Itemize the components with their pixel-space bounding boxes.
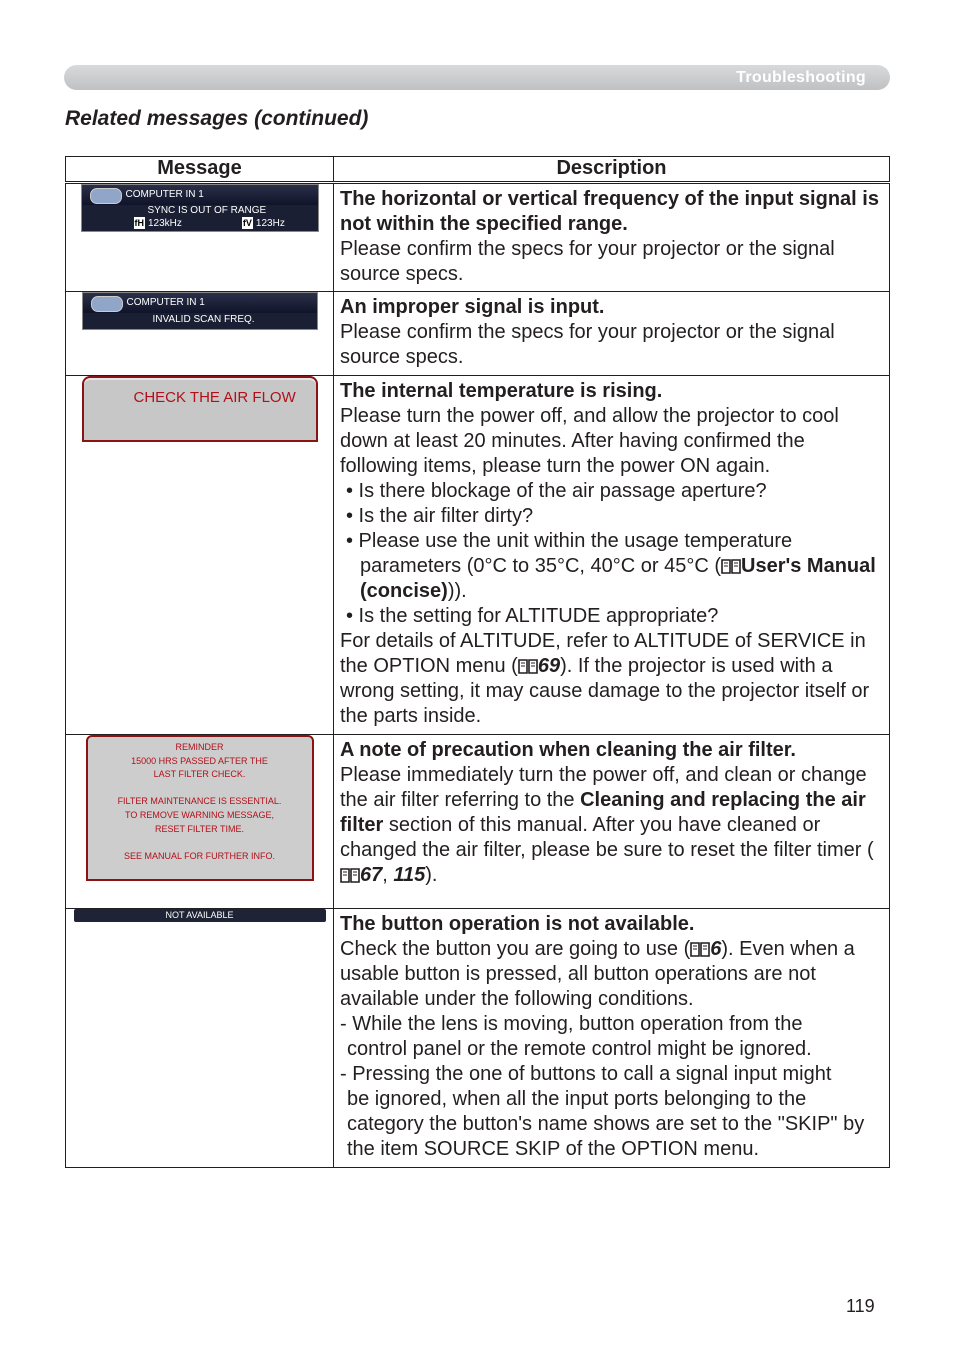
page-reference: 6 [710,938,722,960]
check-air-flow-screen [82,376,318,442]
table-row [66,735,890,909]
screen-line: SEE MANUAL FOR FURTHER INFO. [123,850,275,861]
message-cell [66,909,334,1168]
message-cell [66,292,334,376]
screen-message: SYNC IS OUT OF RANGE [147,205,267,216]
text-part: Check the button you are going to use ( [340,938,691,960]
page-reference: 69 [537,655,561,677]
description-cell [334,183,890,292]
description-title: A note of precaution when cleaning the air filter. [340,739,796,761]
input-icon [91,296,123,312]
dash-item-continued: be ignored, when all the input ports belonging to the category the button's name shows are set to the "SKIP" by the item SOURCE SKIP of the OPTION menu. [347,1088,865,1160]
message-cell [66,735,334,909]
book-icon [518,658,538,674]
book-icon [340,867,360,883]
description-text: Please confirm the specs for your projector or the signal source specs. [340,238,835,285]
dash-item: - While the lens is moving, button operation from the [340,1013,803,1035]
tail-text: ). If the projector is used with a wrong setting, it may cause damage to the projector itself or the parts inside. [340,655,870,727]
description-title: An improper signal is input. [340,296,605,318]
table-header-row [66,157,890,183]
dash-item-continued: control panel or the remote control might be ignored. [347,1038,812,1060]
description-cell [334,735,890,909]
description-cell [334,909,890,1168]
screen-input-name: COMPUTER IN 1 [125,189,204,200]
message-cell [66,183,334,292]
input-icon [90,188,122,204]
message-cell [66,376,334,735]
section-reference: Cleaning and replacing the air filter [340,789,866,836]
book-icon [690,941,710,957]
tail-text: For details of ALTITUDE, refer to ALTITUDE of SERVICE in the OPTION menu ( [340,630,866,677]
screen-line: RESET FILTER TIME. [154,823,244,834]
description-text [340,937,883,1012]
bullet-item: • Is there blockage of the air passage aperture? [346,480,767,502]
text-part: section of this manual. After you have cleaned or changed the air filter, please be sure to reset the filter timer ( [340,814,874,861]
messages-table [65,156,890,1168]
screen-line: 15000 HRS PASSED AFTER THE [131,755,268,766]
not-available-screen [74,909,326,922]
screen-message: INVALID SCAN FREQ. [152,314,255,325]
description-cell [334,376,890,735]
description-tail [340,629,883,729]
invalid-scan-freq-screen [82,292,318,330]
filter-reminder-screen [86,735,314,881]
bullet-text: )). [447,580,467,602]
fv-value: 123Hz [255,218,285,229]
header-section-label: Troubleshooting [736,69,866,86]
section-title: Related messages (continued) [65,107,369,130]
description-cell [334,292,890,376]
text-part: ). [425,864,438,886]
description-text [340,763,883,888]
bullet-text: parameters (0°C to 35°C, 40°C or 45°C ( [360,555,722,577]
bullet-item: • Is the setting for ALTITUDE appropriate? [346,605,719,627]
table-row [66,376,890,735]
sync-out-of-range-screen [81,184,319,232]
screen-message: NOT AVAILABLE [165,910,234,920]
screen-frequency [82,217,318,230]
manual-reference: User's Manual (concise) [360,555,876,602]
text-part: ). Even when a usable button is pressed, all button operations are not available under the following conditions. [340,938,855,1010]
screen-input-name: COMPUTER IN 1 [126,297,205,308]
fh-value: 123kHz [148,218,182,229]
description-title: The internal temperature is rising. [340,380,663,402]
text-part: Please immediately turn the power off, and clean or change the air filter referring to the [340,764,867,811]
column-header-message: Message [66,157,334,183]
page-reference: 67 [360,864,383,886]
fv-label: fV [242,218,252,228]
column-header-description: Description [334,157,890,183]
fh-label: fH [134,218,144,228]
dash-item: - Pressing the one of buttons to call a signal input might [340,1063,832,1085]
bullet-item-continued [340,554,883,604]
table-row [66,292,890,376]
description-title: The button operation is not available. [340,913,695,935]
table-row [66,183,890,292]
description-text: Please turn the power off, and allow the projector to cool down at least 20 minutes. After having confirmed the following items, please turn the power ON again. [340,405,839,477]
text-part: , [382,864,394,886]
screen-line: TO REMOVE WARNING MESSAGE, [124,809,275,820]
header-bar [64,65,890,90]
description-text: Please confirm the specs for your projector or the signal source specs. [340,321,835,368]
table-row [66,909,890,1168]
screen-line: FILTER MAINTENANCE IS ESSENTIAL. [117,796,282,807]
page-reference: 115 [393,864,426,886]
book-icon [721,558,741,574]
bullet-item: • Is the air filter dirty? [346,505,534,527]
page-number: 119 [846,1296,875,1316]
screen-line: LAST FILTER CHECK. [153,769,246,780]
bullet-item: • Please use the unit within the usage temperature [346,530,793,552]
screen-message: CHECK THE AIR FLOW [133,389,296,406]
description-title: The horizontal or vertical frequency of the input signal is not within the specified range. [340,188,879,235]
screen-line: REMINDER [175,742,224,752]
